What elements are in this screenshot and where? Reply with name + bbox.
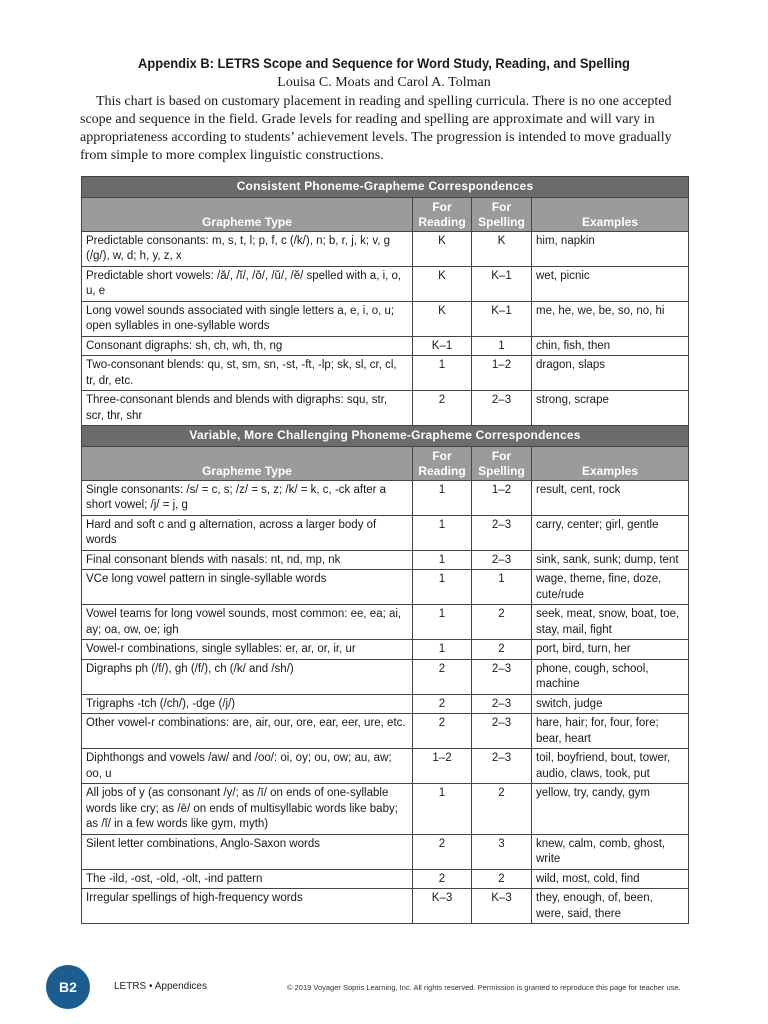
table-row [82, 659, 689, 694]
grapheme-type-cell: Hard and soft c and g alternation, across a larger body of words [82, 515, 413, 550]
authors: Louisa C. Moats and Carol A. Tolman [277, 75, 491, 90]
examples-cell: him, napkin [532, 231, 689, 266]
grapheme-type-cell: Vowel-r combinations, single syllables: er, ar, or, ir, ur [82, 640, 413, 660]
table-row [82, 694, 689, 714]
spelling-grade-cell: 2–3 [472, 749, 532, 784]
table-row [82, 889, 689, 924]
grapheme-type-cell: Final consonant blends with nasals: nt, nd, mp, nk [82, 550, 413, 570]
examples-cell: carry, center; girl, gentle [532, 515, 689, 550]
reading-grade-cell: 1 [413, 480, 472, 515]
examples-cell: chin, fish, then [532, 336, 689, 356]
examples-cell: port, bird, turn, her [532, 640, 689, 660]
table-row [82, 869, 689, 889]
examples-cell: toil, boyfriend, bout, tower, audio, claws, took, put [532, 749, 689, 784]
examples-cell: wet, picnic [532, 266, 689, 301]
examples-cell: knew, calm, comb, ghost, write [532, 834, 689, 869]
table-body [82, 177, 689, 924]
reading-grade-cell: K–1 [413, 336, 472, 356]
column-header-reading: For Reading [413, 446, 472, 480]
reading-grade-cell: 1 [413, 605, 472, 640]
spelling-grade-cell: 3 [472, 834, 532, 869]
intro-paragraph: This chart is based on customary placement in reading and spelling curricula. There is no one accepted scope and sequence in the field. Grade levels for reading and spelling are approximate and will vary in appropriateness according to students’ achievement levels. The progression is intended to move gradually from simple to more complex linguistic constructions. [80, 94, 672, 163]
spelling-grade-cell: 2–3 [472, 515, 532, 550]
table-row [82, 640, 689, 660]
table-row [82, 714, 689, 749]
examples-cell: wild, most, cold, find [532, 869, 689, 889]
column-header-row [82, 446, 689, 480]
table-row [82, 231, 689, 266]
spelling-grade-cell: K–1 [472, 301, 532, 336]
column-header-type: Grapheme Type [82, 446, 413, 480]
reading-grade-cell: 1–2 [413, 749, 472, 784]
grapheme-type-cell: VCe long vowel pattern in single-syllable words [82, 570, 413, 605]
page-title: Appendix B: LETRS Scope and Sequence for Word Study, Reading, and Spelling [138, 55, 630, 71]
examples-cell: switch, judge [532, 694, 689, 714]
spelling-grade-cell: K–3 [472, 889, 532, 924]
spelling-grade-cell: K–1 [472, 266, 532, 301]
spelling-grade-cell: 2–3 [472, 659, 532, 694]
reading-grade-cell: 1 [413, 550, 472, 570]
reading-grade-cell: K–3 [413, 889, 472, 924]
spelling-grade-cell: 2 [472, 784, 532, 835]
grapheme-type-cell: Silent letter combinations, Anglo-Saxon words [82, 834, 413, 869]
reading-grade-cell: K [413, 301, 472, 336]
grapheme-type-cell: Diphthongs and vowels /aw/ and /oo/: oi, oy; ou, ow; au, aw; oo, u [82, 749, 413, 784]
grapheme-type-cell: Irregular spellings of high-frequency words [82, 889, 413, 924]
grapheme-type-cell: All jobs of y (as consonant /y/; as /ī/ on ends of one-syllable words like cry; as /ē/ on ends of multisyllabic words like baby; as /ĭ/ in a few words like gym, myth) [82, 784, 413, 835]
grapheme-type-cell: Consonant digraphs: sh, ch, wh, th, ng [82, 336, 413, 356]
section-title: Consistent Phoneme-Grapheme Correspondences [82, 177, 689, 198]
spelling-grade-cell: 2–3 [472, 694, 532, 714]
table-row [82, 570, 689, 605]
section-header-row [82, 177, 689, 198]
examples-cell: strong, scrape [532, 391, 689, 426]
spelling-grade-cell: 1 [472, 336, 532, 356]
reading-grade-cell: 2 [413, 659, 472, 694]
table-row [82, 480, 689, 515]
examples-cell: wage, theme, fine, doze, cute/rude [532, 570, 689, 605]
page-number-badge: B2 [46, 965, 90, 1009]
reading-grade-cell: 2 [413, 834, 472, 869]
spelling-grade-cell: 2–3 [472, 714, 532, 749]
spelling-grade-cell: 1–2 [472, 356, 532, 391]
grapheme-type-cell: Other vowel-r combinations: are, air, our, ore, ear, eer, ure, etc. [82, 714, 413, 749]
table-row [82, 834, 689, 869]
column-header-spelling: For Spelling [472, 197, 532, 231]
reading-grade-cell: 1 [413, 570, 472, 605]
spelling-grade-cell: 2 [472, 869, 532, 889]
grapheme-type-cell: Vowel teams for long vowel sounds, most common: ee, ea; ai, ay; oa, ow, oe; igh [82, 605, 413, 640]
grapheme-type-cell: The -ild, -ost, -old, -olt, -ind pattern [82, 869, 413, 889]
column-header-examples: Examples [532, 197, 689, 231]
scope-sequence-table [81, 176, 689, 924]
table-row [82, 515, 689, 550]
table-row [82, 266, 689, 301]
column-header-spelling: For Spelling [472, 446, 532, 480]
grapheme-type-cell: Predictable consonants: m, s, t, l; p, f, c (/k/), n; b, r, j, k; v, g (/g/), w, d; h, y, z, x [82, 231, 413, 266]
reading-grade-cell: 2 [413, 694, 472, 714]
table-row [82, 356, 689, 391]
examples-cell: sink, sank, sunk; dump, tent [532, 550, 689, 570]
section-header-row [82, 426, 689, 447]
examples-cell: seek, meat, snow, boat, toe, stay, mail, fight [532, 605, 689, 640]
grapheme-type-cell: Trigraphs -tch (/ch/), -dge (/j/) [82, 694, 413, 714]
spelling-grade-cell: 1 [472, 570, 532, 605]
table-row [82, 336, 689, 356]
table-row [82, 550, 689, 570]
examples-cell: hare, hair; for, four, fore; bear, heart [532, 714, 689, 749]
reading-grade-cell: K [413, 266, 472, 301]
spelling-grade-cell: 2 [472, 605, 532, 640]
reading-grade-cell: 1 [413, 356, 472, 391]
grapheme-type-cell: Three-consonant blends and blends with digraphs: squ, str, scr, thr, shr [82, 391, 413, 426]
reading-grade-cell: K [413, 231, 472, 266]
examples-cell: they, enough, of, been, were, said, there [532, 889, 689, 924]
reading-grade-cell: 1 [413, 784, 472, 835]
grapheme-type-cell: Two-consonant blends: qu, st, sm, sn, -st, -ft, -lp; sk, sl, cr, cl, tr, dr, etc. [82, 356, 413, 391]
reading-grade-cell: 1 [413, 640, 472, 660]
examples-cell: result, cent, rock [532, 480, 689, 515]
examples-cell: me, he, we, be, so, no, hi [532, 301, 689, 336]
spelling-grade-cell: K [472, 231, 532, 266]
footer-copyright: © 2019 Voyager Sopris Learning, Inc. All rights reserved. Permission is granted to reproduce this page for teacher use. [287, 983, 681, 992]
grapheme-type-cell: Digraphs ph (/f/), gh (/f/), ch (/k/ and /sh/) [82, 659, 413, 694]
grapheme-type-cell: Predictable short vowels: /ă/, /ĭ/, /ŏ/, /ŭ/, /ĕ/ spelled with a, i, o, u, e [82, 266, 413, 301]
reading-grade-cell: 2 [413, 391, 472, 426]
reading-grade-cell: 2 [413, 869, 472, 889]
section-title: Variable, More Challenging Phoneme-Grapheme Correspondences [82, 426, 689, 447]
spelling-grade-cell: 2–3 [472, 391, 532, 426]
reading-grade-cell: 2 [413, 714, 472, 749]
column-header-examples: Examples [532, 446, 689, 480]
column-header-row [82, 197, 689, 231]
spelling-grade-cell: 2 [472, 640, 532, 660]
footer-series-label: LETRS • Appendices [114, 981, 207, 992]
column-header-reading: For Reading [413, 197, 472, 231]
table-row [82, 301, 689, 336]
table-row [82, 391, 689, 426]
spelling-grade-cell: 2–3 [472, 550, 532, 570]
examples-cell: phone, cough, school, machine [532, 659, 689, 694]
table-row [82, 784, 689, 835]
grapheme-type-cell: Single consonants: /s/ = c, s; /z/ = s, z; /k/ = k, c, -ck after a short vowel; /j/ = j, g [82, 480, 413, 515]
column-header-type: Grapheme Type [82, 197, 413, 231]
reading-grade-cell: 1 [413, 515, 472, 550]
table-row [82, 749, 689, 784]
examples-cell: yellow, try, candy, gym [532, 784, 689, 835]
table-row [82, 605, 689, 640]
examples-cell: dragon, slaps [532, 356, 689, 391]
spelling-grade-cell: 1–2 [472, 480, 532, 515]
grapheme-type-cell: Long vowel sounds associated with single letters a, e, i, o, u; open syllables in one-syllable words [82, 301, 413, 336]
